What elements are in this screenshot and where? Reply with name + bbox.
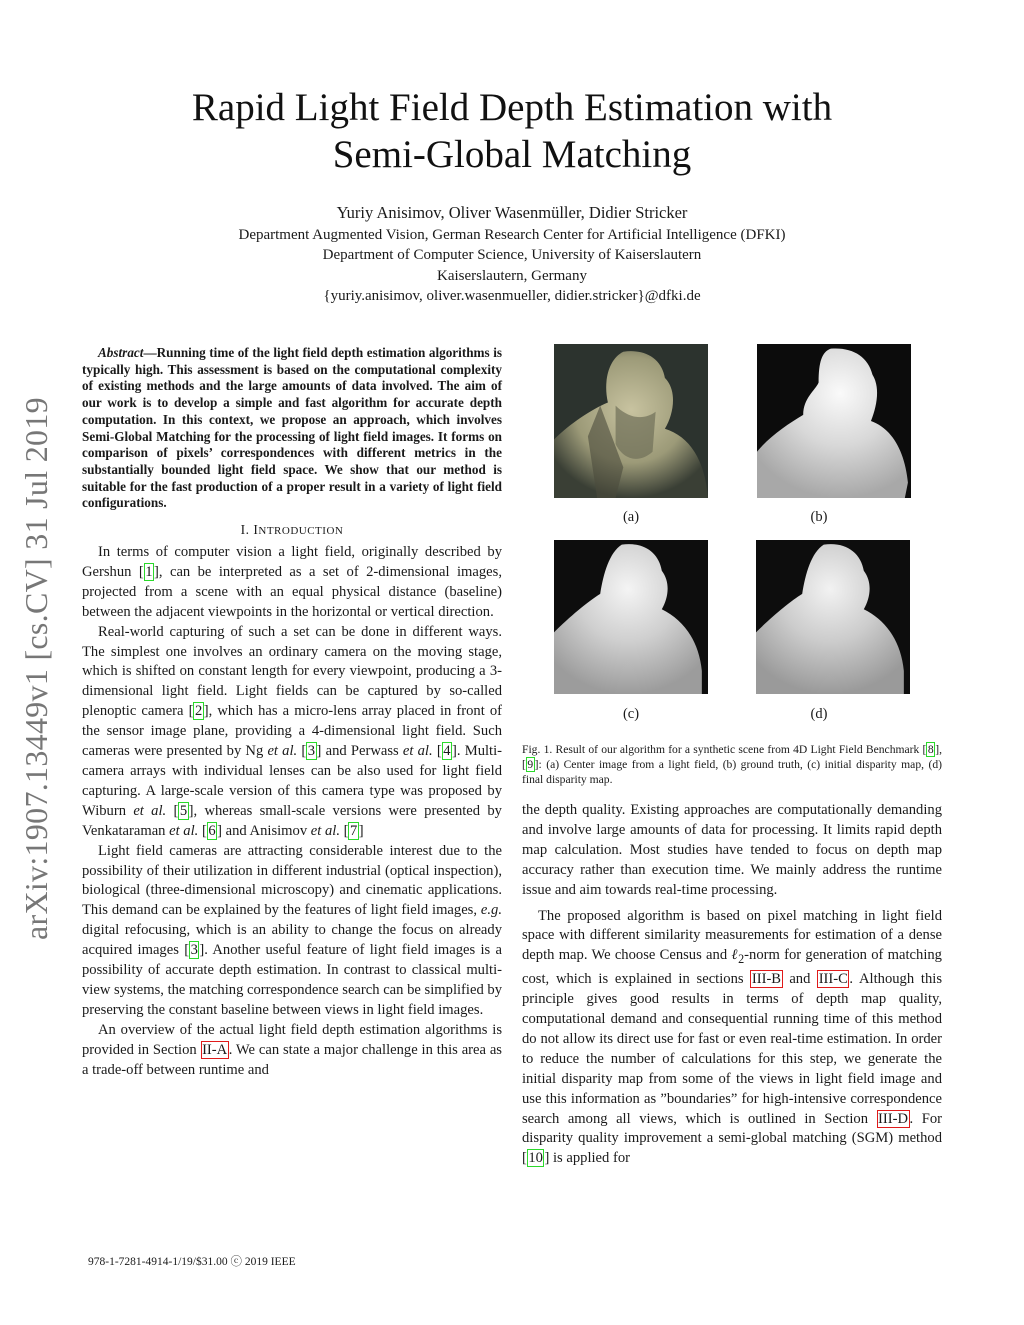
section-crossref-link[interactable]: III-B: [751, 971, 782, 988]
paper-title: [0, 84, 1024, 178]
intro-paragraph-3: Light field cameras are attracting considerable interest due to the possibility of their utilization in different industrial (optical inspection), biological (three-dimensional microscopy) and cinematic applications. This demand can be explained by the features of light field images, e.g. digital refocusing, which is an ability to change the focus on already acquired images [ 3 ]. Another useful feature of light field images is a possibility of accurate depth estimation. In contrast to classical multi-view systems, the matching correspondence search can be simplified by preserving the constant baseline between views in light field images.: [82, 842, 503, 1018]
arxiv-stamp: arXiv:1907.13449v1 [cs.CV] 31 Jul 2019: [18, 397, 54, 940]
abstract: [82, 345, 502, 512]
citation-link[interactable]: 6: [208, 822, 216, 839]
citation-link[interactable]: 2: [194, 703, 203, 720]
section-crossref-link[interactable]: III-D: [878, 1110, 909, 1127]
citation-link[interactable]: 8: [927, 743, 934, 756]
right-column: [522, 801, 942, 1169]
figure-panel-label-b: (b): [810, 509, 828, 525]
intro-paragraph-4: An overview of the actual light field depth estimation algorithms is provided in Section II-A . We can state a major challenge in this area as a trade-off between runtime and: [82, 1021, 502, 1078]
citation-link[interactable]: 3: [190, 942, 198, 959]
section-crossref-link[interactable]: II-A: [202, 1041, 228, 1058]
citation-link[interactable]: 10: [528, 1150, 543, 1167]
abstract-label: Abstract: [98, 345, 144, 360]
affiliation-1: Department Augmented Vision, German Research Center for Artificial Intelligence (DFKI): [238, 227, 786, 243]
affiliation-3: Kaiserslautern, Germany: [437, 268, 587, 284]
figure-panel-b-ground-truth: [757, 344, 911, 498]
citation-link[interactable]: 9: [527, 757, 534, 771]
citation-link[interactable]: 7: [349, 822, 358, 839]
figure-panel-d-final-disparity: [756, 540, 910, 694]
figure-panel-c-initial-disparity: [554, 540, 708, 694]
figure-panel-a-center-image: [554, 344, 708, 498]
citation-link[interactable]: 3: [307, 743, 316, 760]
intro-paragraph-2: Real-world capturing of such a set can be done in different ways. The simplest one involves an ordinary camera on the moving stage, which is shifted on constant length for every viewpoint, producing a 3-dimensional light field. Light fields can be captured by so-called plenoptic camera [ 2 ], which has a micro-lens array placed in front of the sensor image plane, providing a 4-dimensional light field. Such cameras were presented by Ng et al. [ 3 ] and Perwass et al. [ 4 ]. Multi-camera arrays with individual lenses can be also used for light field capturing. A large-scale version of this camera type was proposed by Wiburn et al. [ 5 ], whereas small-scale versions were presented by Venkataraman et al. [ 6 ] and Anisimov et al. [ 7 ]: [82, 623, 503, 839]
section-crossref-link[interactable]: III-C: [818, 971, 848, 988]
citation-link[interactable]: 1: [145, 563, 153, 580]
left-column: [82, 345, 502, 1081]
copyright-footer: 978-1-7281-4914-1/19/$31.00 ⓒ 2019 IEEE: [88, 1256, 296, 1268]
intro-paragraph-1: In terms of computer vision a light field, originally described by Gershun [ 1 ], can be interpreted as a set of 2-dimensional images, projected from a scene with an equal physical distance (baseline) between the adjacent viewpoints in the horizontal or vertical direction.: [82, 544, 502, 620]
author-emails: {yuriy.anisimov, oliver.wasenmueller, didier.stricker}@dfki.de: [323, 288, 701, 304]
authors: Yuriy Anisimov, Oliver Wasenmüller, Didier Stricker: [336, 203, 688, 222]
right-paragraph-2: The proposed algorithm is based on pixel matching in light field space with different similarity measurements for estimation of a dense depth map. We choose Census and ℓ$_2$-norm for generation of matching cost, which is explained in sections III-B and III-C . Although this principle gives good results in terms of depth map quality, computational demand and consequential running time of this method do not allow its direct use for fast or even real-time estimation. In order to reduce the number of calculations for this step, we generate the initial disparity map from some of the views in light field image and use this information as ”boundaries” for high-intensive correspondence search among all views, which is outlined in Section III-D . For disparity quality improvement a semi-global matching (SGM) method [ 10 ] is applied for: [522, 907, 943, 1167]
title-line-1: Rapid Light Field Depth Estimation with: [191, 86, 833, 129]
figure-panel-label-c: (c): [622, 706, 640, 722]
title-line-2: Semi-Global Matching: [332, 133, 692, 176]
citation-link[interactable]: 4: [443, 743, 451, 760]
figure-panel-label-a: (a): [622, 509, 640, 525]
section-heading-introduction: I. INTRODUCTION: [240, 522, 344, 538]
figure-1-caption: Fig. 1. Result of our algorithm for a synthetic scene from 4D Light Field Benchmark [ 8 ], [ 9 ]: (a) Center image from a light field, (b) ground truth, (c) initial disparity map, (d) final disparity map.: [522, 743, 942, 786]
abstract-text: —Running time of the light field depth estimation algorithms is typically high. This assessment is based on the computational complexity of existing methods and the large amounts of data involved. The aim of our work is to develop a simple and fast algorithm for accurate depth computation. In this context, we propose an approach, which involves Semi-Global Matching for the processing of light field images. It forms on comparison of pixels’ correspondences with different metrics in the substantially bounded light field space. We show that our method is suitable for the fast production of a proper result in a variety of light field configurations.: [82, 345, 502, 511]
citation-link[interactable]: 5: [179, 802, 188, 819]
right-paragraph-1: the depth quality. Existing approaches are computationally demanding and involve large amounts of data for processing. It limits rapid depth map calculation. Most studies have tended to focus on depth map accuracy rather than execution time. We mainly address the runtime issue and aim towards real-time processing.: [522, 802, 942, 898]
figure-panel-label-d: (d): [810, 706, 828, 722]
affiliation-2: Department of Computer Science, University of Kaiserslautern: [322, 247, 702, 263]
